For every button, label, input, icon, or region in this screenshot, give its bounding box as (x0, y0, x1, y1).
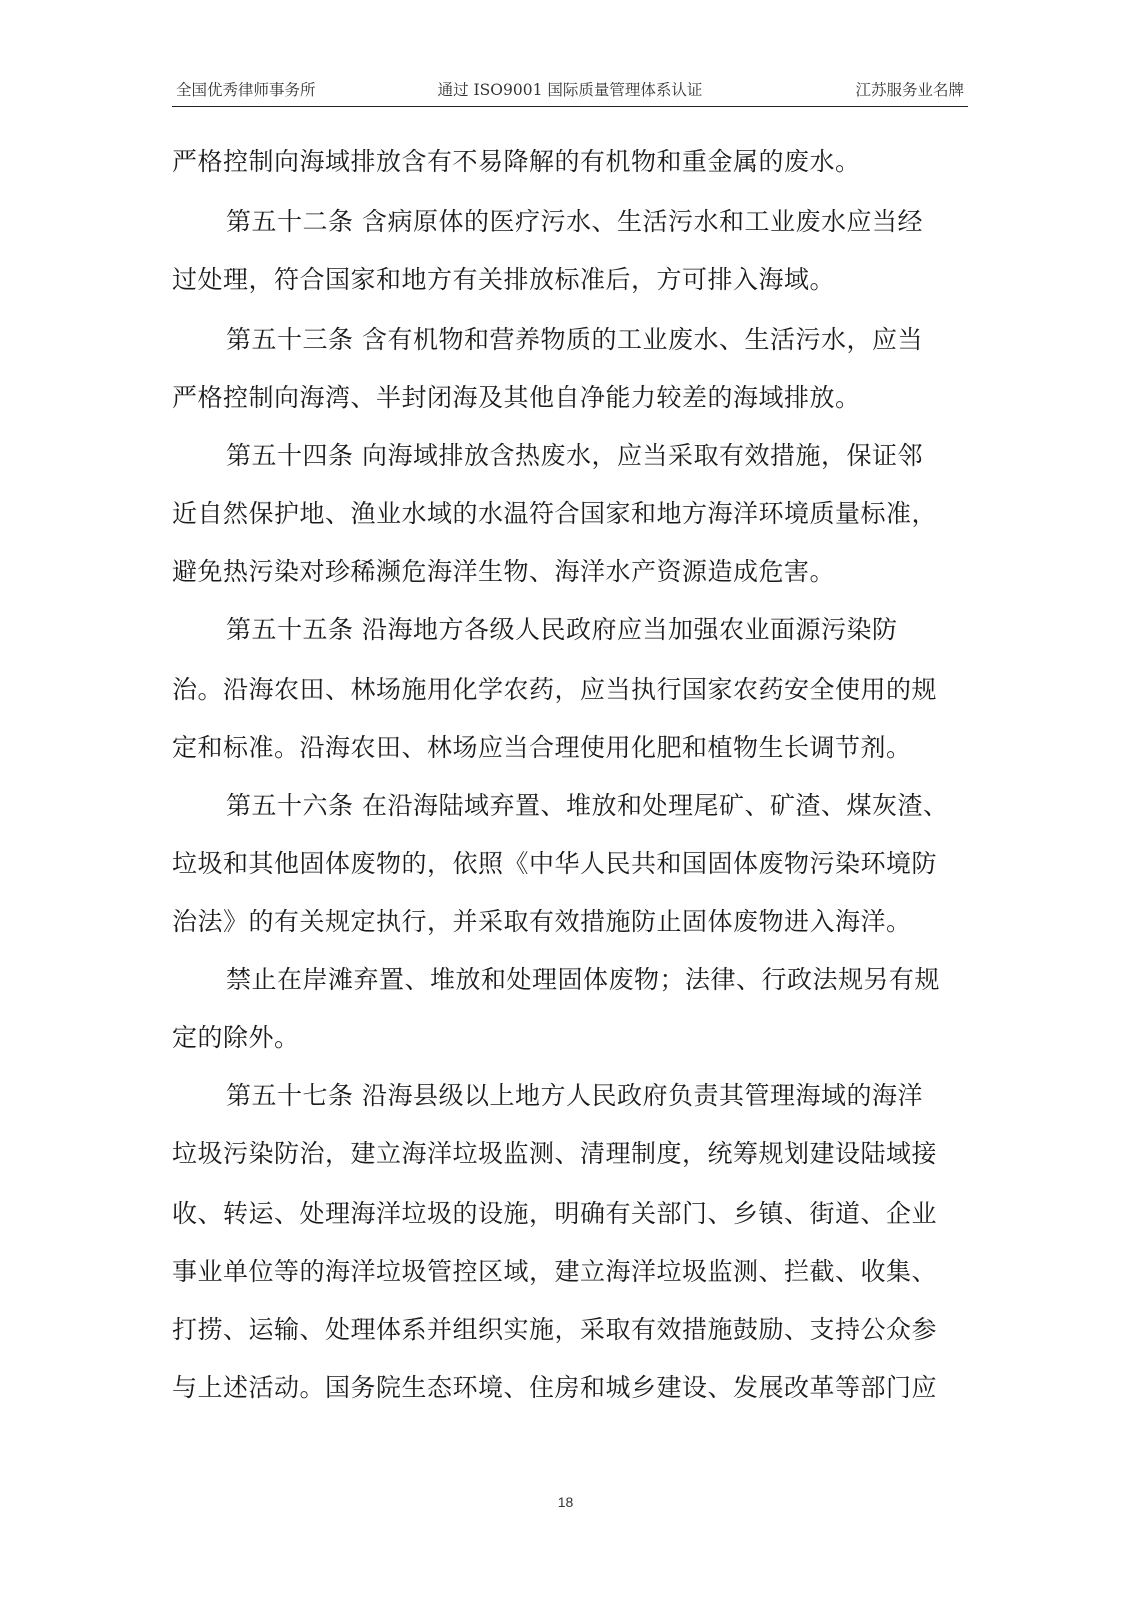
text-line: 事业单位等的海洋垃圾管控区域，建立海洋垃圾监测、拦截、收集、 (172, 1257, 938, 1286)
article-52-line: 第五十二条 含病原体的医疗污水、生活污水和工业废水应当经 (226, 207, 923, 236)
text-line: 过处理，符合国家和地方有关排放标准后，方可排入海域。 (172, 265, 836, 294)
text-line: 严格控制向海湾、半封闭海及其他自净能力较差的海域排放。 (172, 383, 861, 412)
text-line: 打捞、运输、处理体系并组织实施，采取有效措施鼓励、支持公众参 (172, 1315, 938, 1344)
page-number: 18 (557, 1494, 574, 1510)
text-line: 垃圾污染防治，建立海洋垃圾监测、清理制度，统筹规划建设陆域接 (172, 1139, 938, 1168)
text-line: 定和标准。沿海农田、林场应当合理使用化肥和植物生长调节剂。 (172, 733, 912, 762)
page-header (172, 80, 968, 107)
text-line: 近自然保护地、渔业水域的水温符合国家和地方海洋环境质量标准， (172, 499, 938, 528)
article-57-line: 第五十七条 沿海县级以上地方人民政府负责其管理海域的海洋 (226, 1081, 923, 1110)
header-brand: 江苏服务业名牌 (855, 81, 964, 99)
header-certification: 通过 ISO9001 国际质量管理体系认证 (437, 81, 703, 99)
text-line: 垃圾和其他固体废物的，依照《中华人民共和国固体废物污染环境防 (172, 849, 938, 878)
article-53-line: 第五十三条 含有机物和营养物质的工业废水、生活污水，应当 (226, 325, 923, 354)
text-line: 定的除外。 (172, 1023, 300, 1052)
text-line: 避免热污染对珍稀濒危海洋生物、海洋水产资源造成危害。 (172, 557, 836, 586)
text-line: 与上述活动。国务院生态环境、住房和城乡建设、发展改革等部门应 (172, 1373, 938, 1402)
article-56-line: 第五十六条 在沿海陆域弃置、堆放和处理尾矿、矿渣、煤灰渣、 (226, 791, 949, 820)
text-line: 治法》的有关规定执行，并采取有效措施防止固体废物进入海洋。 (172, 907, 912, 936)
article-55-line: 第五十五条 沿海地方各级人民政府应当加强农业面源污染防 (226, 615, 898, 644)
text-line: 严格控制向海域排放含有不易降解的有机物和重金属的废水。 (172, 147, 861, 176)
text-line: 治。沿海农田、林场施用化学农药，应当执行国家农药安全使用的规 (172, 675, 938, 704)
paragraph-line: 禁止在岸滩弃置、堆放和处理固体废物；法律、行政法规另有规 (226, 965, 941, 994)
text-line: 收、转运、处理海洋垃圾的设施，明确有关部门、乡镇、街道、企业 (172, 1199, 938, 1228)
article-54-line: 第五十四条 向海域排放含热废水，应当采取有效措施，保证邻 (226, 441, 923, 470)
header-firm-name: 全国优秀律师事务所 (176, 81, 316, 99)
